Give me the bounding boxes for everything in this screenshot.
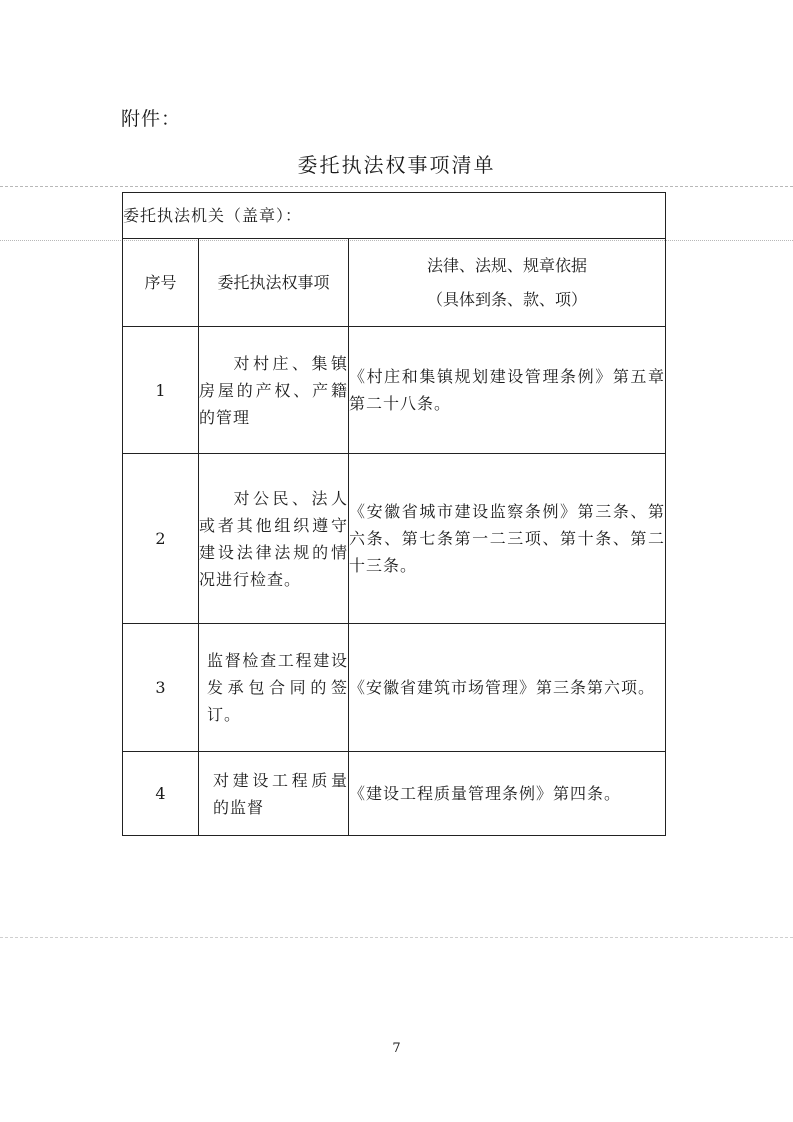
page-title: 委托执法权事项清单 bbox=[297, 153, 496, 177]
table-row bbox=[123, 624, 666, 752]
header-basis bbox=[349, 239, 666, 327]
row-seq: 2 bbox=[123, 454, 199, 624]
table-row bbox=[123, 327, 666, 454]
header-row bbox=[123, 239, 666, 327]
attachment-label: 附件： bbox=[121, 108, 182, 130]
delegation-table bbox=[122, 192, 666, 836]
row-item bbox=[199, 327, 349, 454]
header-item: 委托执法权事项 bbox=[199, 239, 349, 327]
table-row bbox=[123, 454, 666, 624]
row-basis: 《安徽省建筑市场管理》第三条第六项。 bbox=[349, 624, 666, 752]
scan-line-top bbox=[0, 186, 793, 187]
scan-line-bottom bbox=[0, 937, 793, 938]
table-row bbox=[123, 752, 666, 836]
header-basis-line2: （具体到条、款、项） bbox=[427, 289, 588, 309]
row-basis: 《安徽省城市建设监察条例》第三条、第六条、第七条第一二三项、第十条、第二十三条。 bbox=[349, 454, 666, 624]
page-number: 7 bbox=[392, 1041, 401, 1056]
row-item bbox=[199, 454, 349, 624]
row-seq: 1 bbox=[123, 327, 199, 454]
row-basis: 《村庄和集镇规划建设管理条例》第五章第二十八条。 bbox=[349, 327, 666, 454]
row-seq: 4 bbox=[123, 752, 199, 836]
row-item-text: 对村庄、集镇房屋的产权、产籍的管理 bbox=[199, 353, 348, 427]
row-item-text: 对公民、法人或者其他组织遵守建设法律法规的情况进行检查。 bbox=[199, 488, 348, 589]
row-item: 对建设工程质量的监督 bbox=[199, 752, 349, 836]
agency-row bbox=[123, 193, 666, 239]
header-seq: 序号 bbox=[123, 239, 199, 327]
agency-label: 委托执法机关（盖章）： bbox=[123, 193, 666, 239]
row-seq: 3 bbox=[123, 624, 199, 752]
header-basis-line1: 法律、法规、规章依据 bbox=[427, 255, 588, 275]
row-basis: 《建设工程质量管理条例》第四条。 bbox=[349, 752, 666, 836]
row-item: 监督检查工程建设发承包合同的签订。 bbox=[199, 624, 349, 752]
